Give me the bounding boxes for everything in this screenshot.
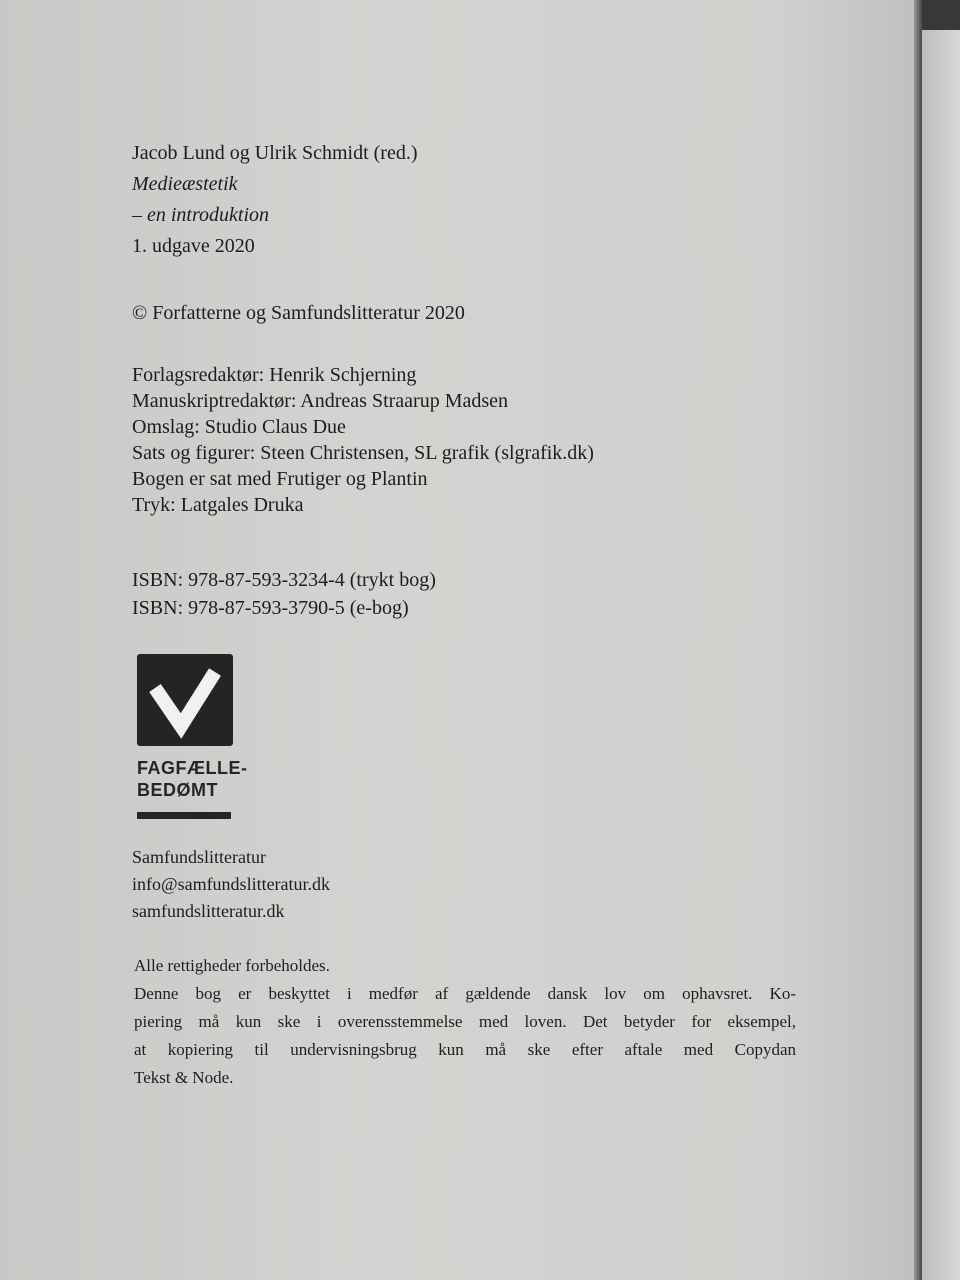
copyright-line: © Forfatterne og Samfundslitteratur 2020 <box>132 302 465 324</box>
peer-review-label-line2: BEDØMT <box>137 780 218 800</box>
credit-typesetting: Sats og figurer: Steen Christensen, SL grafik (slgrafik.dk) <box>132 442 594 464</box>
rights-line: Tekst & Node. <box>134 1068 234 1087</box>
publisher-email: info@samfundslitteratur.dk <box>132 874 331 894</box>
checkmark-icon <box>137 654 233 746</box>
isbn-list <box>132 566 436 622</box>
credit-manuscript-editor: Manuskriptredaktør: Andreas Straarup Madsen <box>132 390 509 412</box>
facing-page-edge <box>922 30 960 1280</box>
rights-notice <box>134 952 796 1092</box>
book-title: Medieæstetik <box>132 173 238 195</box>
peer-review-badge <box>137 654 233 746</box>
credit-cover: Omslag: Studio Claus Due <box>132 416 346 438</box>
publisher-website: samfundslitteratur.dk <box>132 901 285 921</box>
credits-list <box>132 362 594 518</box>
credit-editor: Forlagsredaktør: Henrik Schjerning <box>132 364 417 386</box>
rights-line: Denne bog er beskyttet i medfør af gældende dansk lov om ophavsret. Ko- <box>134 984 796 1003</box>
publisher-info <box>132 844 330 925</box>
publisher-name: Samfundslitteratur <box>132 847 266 867</box>
editors: Jacob Lund og Ulrik Schmidt (red.) <box>132 142 418 164</box>
peer-review-label-line1: FAGFÆLLE- <box>137 758 248 778</box>
rights-line: piering må kun ske i overensstemmelse med loven. Det betyder for eksempel, <box>134 1012 796 1031</box>
peer-review-label <box>137 757 248 801</box>
isbn-print: ISBN: 978-87-593-3234-4 (trykt bog) <box>132 569 436 591</box>
rights-line: at kopiering til undervisningsbrug kun må ske efter aftale med Copydan <box>134 1040 796 1059</box>
credit-fonts: Bogen er sat med Frutiger og Plantin <box>132 468 428 490</box>
isbn-ebook: ISBN: 978-87-593-3790-5 (e-bog) <box>132 597 409 619</box>
title-block <box>132 138 418 262</box>
book-subtitle: – en introduktion <box>132 204 270 226</box>
edition: 1. udgave 2020 <box>132 235 255 257</box>
rights-heading: Alle rettigheder forbeholdes. <box>134 956 330 975</box>
peer-review-underline <box>137 812 231 819</box>
credit-print: Tryk: Latgales Druka <box>132 494 304 516</box>
book-gutter <box>914 0 922 1280</box>
